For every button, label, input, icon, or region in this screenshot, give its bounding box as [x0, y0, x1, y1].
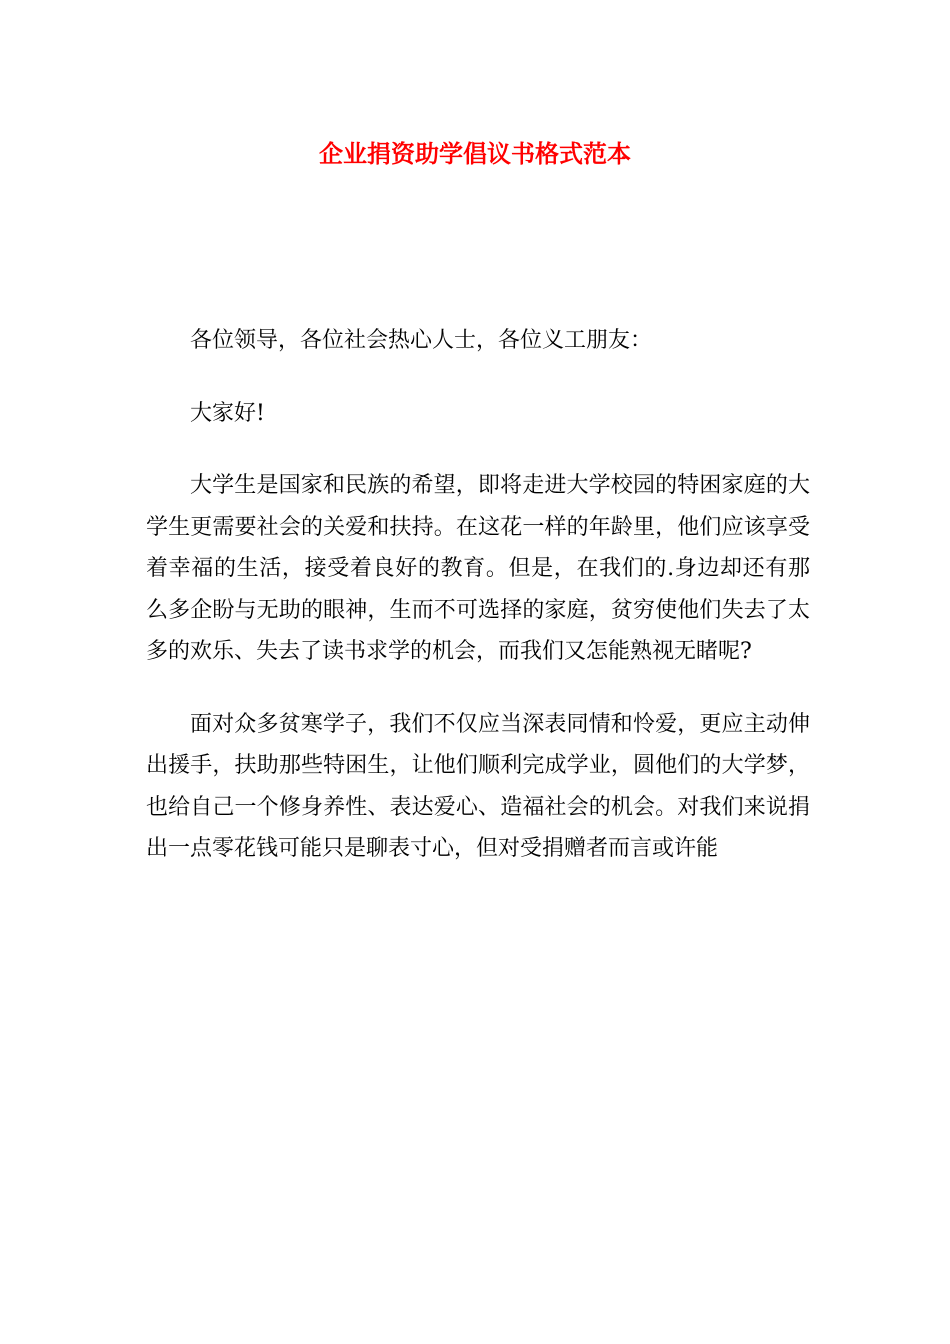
body-paragraph: 大学生是国家和民族的希望，即将走进大学校园的特困家庭的大学生更需要社会的关爱和扶持。在这花一样的年龄里，他们应该享受着幸福的生活，接受着良好的教育。但是，在我们的.身边却还有那么多企盼与无助的眼神，生而不可选择的家庭，贫穷使他们失去了太多的欢乐、失去了读书求学的机会，而我们又怎能熟视无睹呢? — [146, 473, 810, 664]
body-paragraph: 面对众多贫寒学子，我们不仅应当深表同情和怜爱，更应主动伸出援手，扶助那些特困生，让他们顺利完成学业，圆他们的大学梦，也给自己一个修身养性、表达爱心、造福社会的机会。对我们来说捐出一点零花钱可能只是聊表寸心，但对受捐赠者而言或许能 — [146, 711, 810, 861]
document-title: 企业捐资助学倡议书格式范本 — [319, 139, 631, 168]
salutation-paragraph: 各位领导，各位社会热心人士，各位义工朋友： — [190, 328, 653, 353]
document-body — [146, 320, 810, 901]
greeting-paragraph: 大家好! — [190, 400, 265, 426]
